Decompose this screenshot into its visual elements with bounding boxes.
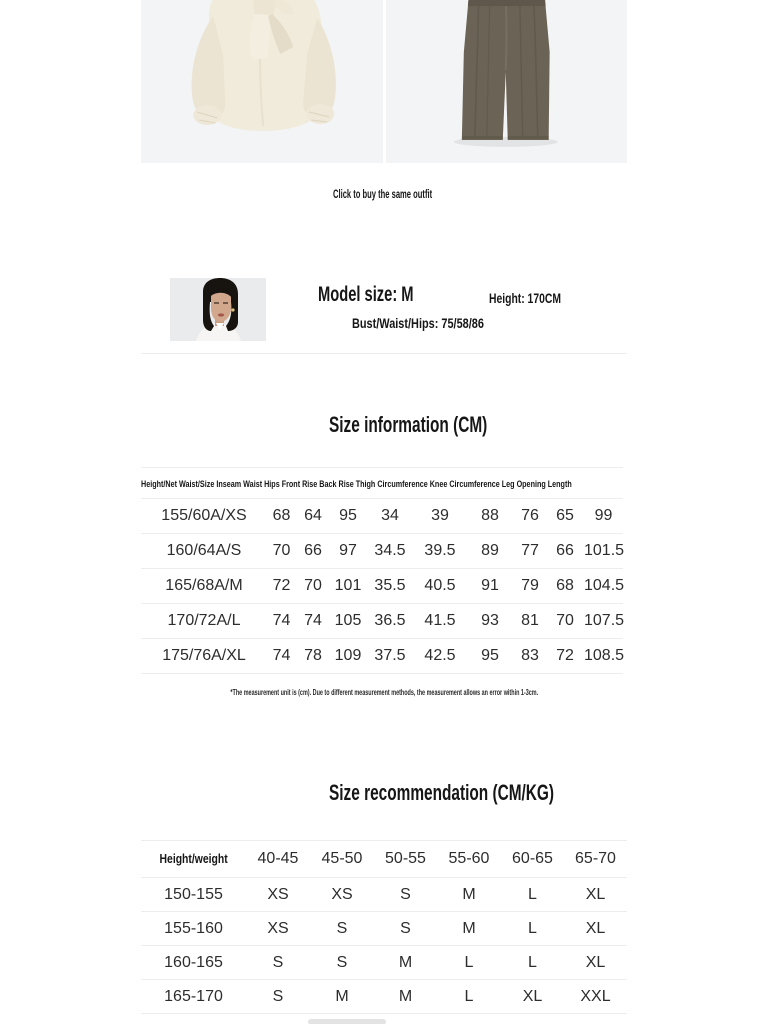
table-cell: 42.5 [414,639,466,674]
table-row [141,639,623,674]
table-cell: L [437,946,501,980]
table-cell: 64 [296,499,330,534]
table-cell: XS [246,878,310,912]
table-cell: 68 [267,499,296,534]
size-label: 165/68A/M [141,569,267,604]
pants-product-image[interactable] [386,0,628,163]
model-height [489,290,586,308]
height-range-label: 160-165 [141,946,246,980]
size-information-title: Size information (CM) [329,412,488,437]
table-cell: XL [501,980,564,1014]
table-cell: 78 [296,639,330,674]
table-cell: 101.5 [584,534,623,569]
table-cell: 68 [546,569,584,604]
table-cell: 41.5 [414,604,466,639]
size-information-table [141,467,623,674]
table-cell: 39 [414,499,466,534]
table-cell: 66 [546,534,584,569]
table-cell: 79 [514,569,546,604]
table-cell: XL [564,912,627,946]
table-cell: 35.5 [366,569,414,604]
table-cell: 34 [366,499,414,534]
table-cell: L [501,878,564,912]
table-cell: 39.5 [414,534,466,569]
table-cell: S [310,946,374,980]
table-cell: 95 [466,639,514,674]
measurement-footnote-text: *The measurement unit is (cm). Due to different measurement methods, the measurement allows an error within 1-3cm. [230,688,538,697]
measurement-footnote [141,682,627,700]
table-cell: 108.5 [584,639,623,674]
table-cell: L [501,912,564,946]
table-cell: S [246,980,310,1014]
table-cell: 107.5 [584,604,623,639]
model-size-label: Model size: M [318,283,414,306]
table-cell: L [501,946,564,980]
table-cell: 104.5 [584,569,623,604]
height-range-label: 165-170 [141,980,246,1014]
size-label: 155/60A/XS [141,499,267,534]
size-recommendation-table [141,840,627,1014]
table-row [141,912,627,946]
table-row [141,534,623,569]
size-label: 170/72A/L [141,604,267,639]
table-cell: 74 [267,639,296,674]
table-cell: L [437,980,501,1014]
table-header-row [141,841,627,878]
height-range-label: 155-160 [141,912,246,946]
table-cell: M [374,980,437,1014]
model-headshot-illustration [170,278,266,341]
table-cell: 74 [267,604,296,639]
table-cell: S [374,878,437,912]
size-recommendation-heading [329,780,650,806]
table-row [141,499,623,534]
size-recommendation-grid [141,840,627,1014]
table-cell: 40.5 [414,569,466,604]
table-cell: 65 [546,499,584,534]
table-cell: M [310,980,374,1014]
outfit-photos [141,0,627,163]
table-cell: 66 [296,534,330,569]
size-information-heading [329,412,555,438]
table-cell: 105 [330,604,366,639]
model-measurements-label: Bust/Waist/Hips: 75/58/86 [352,315,484,331]
column-header: 60-65 [501,841,564,878]
table-cell: XS [246,912,310,946]
size-label: 160/64A/S [141,534,267,569]
table-cell: M [437,878,501,912]
column-header: 40-45 [246,841,310,878]
column-header: 65-70 [564,841,627,878]
table-cell: 77 [514,534,546,569]
table-cell: 109 [330,639,366,674]
table-cell: XS [310,878,374,912]
column-header: Height/weight [141,841,246,878]
blouse-illustration [141,0,383,163]
buy-same-outfit-link[interactable] [333,185,483,203]
table-row [141,878,627,912]
model-measurements [352,315,521,333]
table-row [141,946,627,980]
model-photo [170,278,266,341]
table-cell: 70 [267,534,296,569]
table-cell: 93 [466,604,514,639]
next-section-cutoff [308,1019,386,1024]
table-cell: XXL [564,980,627,1014]
column-header: 45-50 [310,841,374,878]
table-cell: 34.5 [366,534,414,569]
pants-illustration [386,0,628,163]
size-recommendation-title: Size recommendation (CM/KG) [329,780,555,805]
table-cell: 89 [466,534,514,569]
table-cell: XL [564,878,627,912]
table-cell: 72 [267,569,296,604]
table-cell: 88 [466,499,514,534]
table-cell: XL [564,946,627,980]
size-information-header-line: Height/Net Waist/Size Inseam Waist Hips Front Rise Back Rise Thigh Circumference Knee Circumference Leg Opening Length [141,479,572,489]
column-header: 55-60 [437,841,501,878]
blouse-product-image[interactable] [141,0,383,163]
table-cell: 70 [296,569,330,604]
size-label: 175/76A/XL [141,639,267,674]
height-range-label: 150-155 [141,878,246,912]
model-size [318,283,455,307]
table-cell: S [374,912,437,946]
table-row [141,604,623,639]
table-cell: 83 [514,639,546,674]
table-cell: 70 [546,604,584,639]
table-cell: 91 [466,569,514,604]
buy-same-outfit-label: Click to buy the same outfit [333,189,433,201]
table-cell: 81 [514,604,546,639]
table-cell: 95 [330,499,366,534]
table-cell: M [374,946,437,980]
table-cell: 76 [514,499,546,534]
table-cell: 97 [330,534,366,569]
table-cell: 101 [330,569,366,604]
table-cell: S [310,912,374,946]
size-information-header-row [141,467,623,499]
table-cell: 74 [296,604,330,639]
table-cell: 72 [546,639,584,674]
section-divider [141,353,627,354]
table-cell: M [437,912,501,946]
table-cell: 99 [584,499,623,534]
table-row [141,569,623,604]
size-information-grid [141,499,623,674]
table-row [141,980,627,1014]
model-height-label: Height: 170CM [489,290,561,306]
table-cell: S [246,946,310,980]
table-cell: 37.5 [366,639,414,674]
table-cell: 36.5 [366,604,414,639]
column-header: 50-55 [374,841,437,878]
